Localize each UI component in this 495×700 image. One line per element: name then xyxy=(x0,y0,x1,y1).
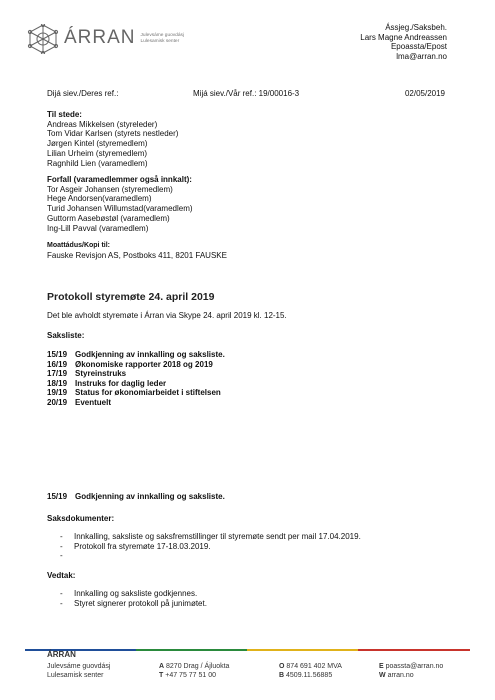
absent-list xyxy=(47,175,193,233)
email-label: Epoassta/Epost xyxy=(390,42,447,51)
case-officer-label: Ássjeg./Saksbeh. xyxy=(385,23,447,32)
arran-logo xyxy=(26,24,184,54)
footer-color-line xyxy=(25,638,470,640)
footer xyxy=(47,650,477,679)
case-officer-block xyxy=(360,23,447,61)
agenda-item: 17/19 Styreinstruks xyxy=(47,369,127,378)
copy-to-title: Moattádus/Kopi til: xyxy=(47,242,110,249)
list-item: Lilian Urheim (styremedlem) xyxy=(47,148,148,158)
document-date: 02/05/2019 xyxy=(404,89,445,98)
list-item: Guttorm Aasebøstøl (varamedlem) xyxy=(47,213,170,223)
present-list xyxy=(47,110,178,168)
list-item: - Protokoll fra styremøte 17-18.03.2019. xyxy=(60,541,211,551)
footer-col-contact: E poassta@arran.no W arran.no xyxy=(379,663,444,679)
absent-title: Forfall (varamedlemmer også innkalt): xyxy=(47,175,192,184)
decision-title: Vedtak: xyxy=(47,571,76,580)
case-documents-list xyxy=(60,532,361,561)
agenda-item: 18/19 Instruks for daglig leder xyxy=(47,378,167,388)
copy-to-block xyxy=(47,241,227,260)
agenda-list xyxy=(47,350,225,407)
logo-word: ÁRRAN xyxy=(64,27,136,48)
agenda-item: 15/19 Godkjenning av innkalling og saksliste. xyxy=(47,350,225,359)
case-documents-title: Saksdokumenter: xyxy=(47,514,115,523)
footer-col-name: Julevsáme guovdásj Lulesamisk senter xyxy=(47,663,111,679)
list-item: Ing-Lill Pavval (varamedlem) xyxy=(47,223,149,233)
copy-to-text: Fauske Revisjon AS, Postboks 411, 8201 FAUSKE xyxy=(47,250,227,260)
list-item: - Innkalling og saksliste godkjennes. xyxy=(60,589,198,598)
footer-name: ÁRRAN xyxy=(47,650,76,659)
email-value: lma@arran.no xyxy=(396,51,447,61)
agenda-item: 16/19 Økonomiske rapporter 2018 og 2019 xyxy=(47,359,213,369)
list-item: Tor Asgeir Johansen (styremedlem) xyxy=(47,184,173,194)
list-item: Jørgen Kintel (styremedlem) xyxy=(47,139,148,149)
agenda-item: 20/19 Eventuelt xyxy=(47,397,112,407)
arran-emblem-icon xyxy=(26,24,60,54)
list-item: Tom Vidar Karlsen (styrets nestleder) xyxy=(47,129,179,139)
list-item: - Innkalling, saksliste og saksfremstillinger til styremøte sendt per mail 17.04.2019. xyxy=(60,532,361,541)
present-title: Til stede: xyxy=(47,110,82,119)
case-officer-name: Lars Magne Andreassen xyxy=(360,32,447,42)
agenda-title: Saksliste: xyxy=(47,331,85,340)
list-item: Andreas Mikkelsen (styreleder) xyxy=(47,119,158,129)
footer-col-org: O 874 691 402 MVA B 4509.11.56885 xyxy=(279,663,342,679)
our-reference: Mijá siev./Vår ref.: 19/00016-3 xyxy=(193,89,300,98)
decision-list xyxy=(60,589,207,608)
case-heading: 15/19 Godkjenning av innkalling og saksliste. xyxy=(47,492,225,501)
agenda-item: 19/19 Status for økonomiarbeidet i stiftelsen xyxy=(47,388,221,397)
list-item: Ragnhild Lien (varamedlem) xyxy=(47,158,148,168)
your-reference: Dijá siev./Deres ref.: xyxy=(47,89,119,98)
protocol-title: Protokoll styremøte 24. april 2019 xyxy=(47,291,215,303)
footer-col-address: A 8270 Drag / Ájluokta T +47 75 77 51 00 xyxy=(159,663,230,679)
list-item: - Styret signerer protokoll på junimøtet. xyxy=(60,598,207,608)
protocol-intro: Det ble avholdt styremøte i Árran via Skype 24. april 2019 kl. 12-15. xyxy=(47,311,287,320)
list-item: - xyxy=(60,551,63,561)
logo-subtitle: Julevsáme guovdásj Lulesamisk senter xyxy=(140,33,184,44)
list-item: Turid Johansen Willumstad(varamedlem) xyxy=(47,204,193,214)
list-item: Hege Andorsen(varamedlem) xyxy=(47,194,152,204)
